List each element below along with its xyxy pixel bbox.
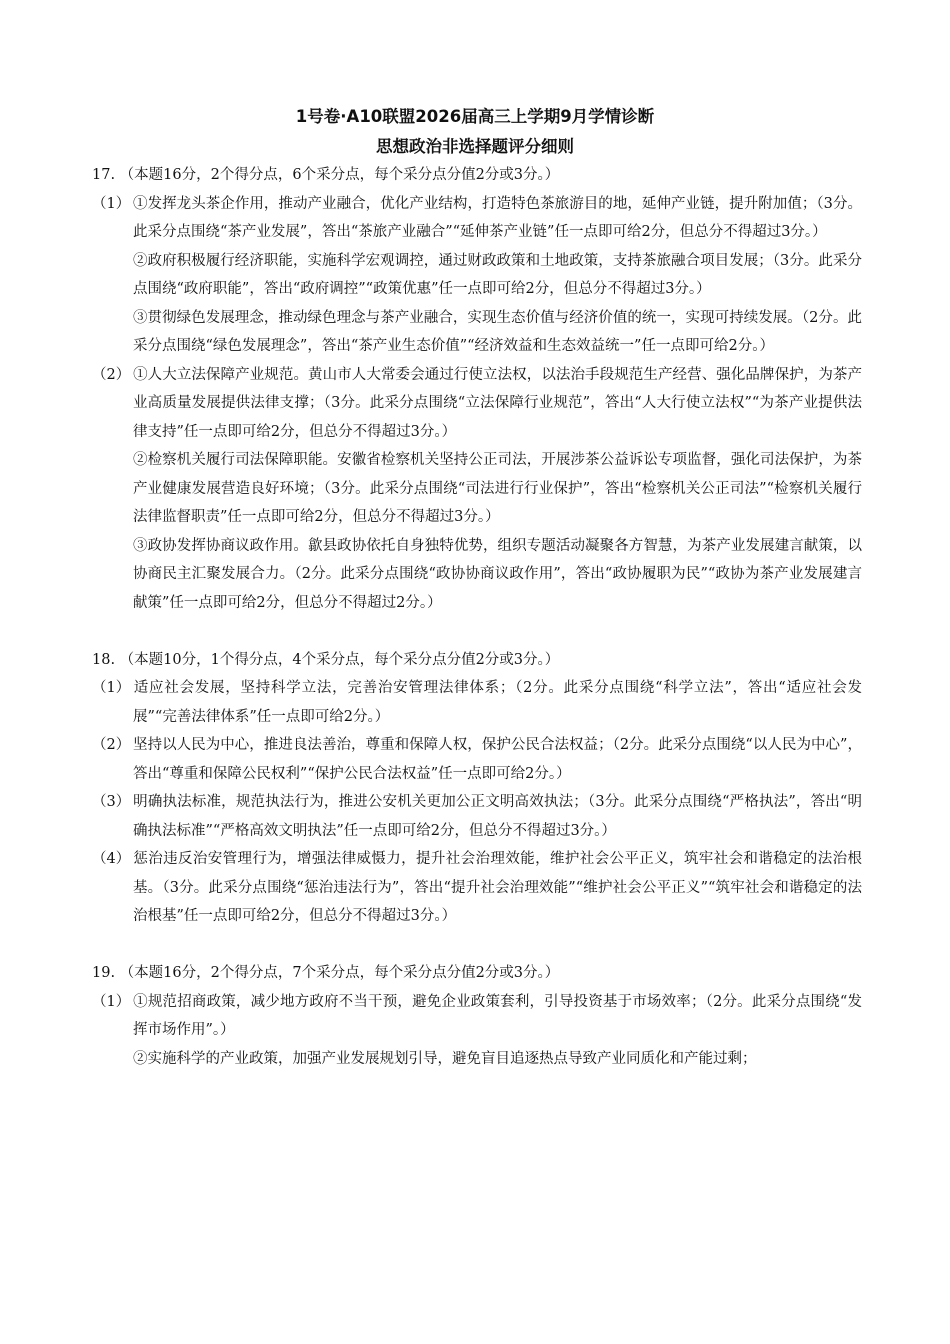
q18-item-1	[92, 674, 862, 731]
q19-sub1-point1	[92, 988, 862, 1045]
q18-item-4-text: 惩治违反治安管理行为，增强法律威慑力，提升社会治理效能，维护社会公平正义，筑牢社会和谐稳定的法治根基。（3分。此采分点围绕“惩治违法行为”，答出“提升社会治理效能”“维护社会公平正义”“筑牢社会和谐稳定的法治根基”任一点即可给2分，但总分不得超过3分。）	[133, 851, 862, 924]
q17-sub1-point1	[92, 190, 862, 247]
q17-sub2-point2: ②检察机关履行司法保障职能。安徽省检察机关坚持公正司法，开展涉茶公益诉讼专项监督，强化司法保护，为茶产业健康发展营造良好环境；（3分。此采分点围绕“司法进行行业保护”，答出“检察机关公正司法”“检察机关履行法律监督职责”任一点即可给2分，但总分不得超过3分。）	[133, 452, 862, 525]
q17-sub1-point1-text: ①发挥龙头茶企作用，推动产业融合，优化产业结构，打造特色茶旅游目的地，延伸产业链，提升附加值；（3分。此采分点围绕“茶产业发展”，答出“茶旅产业融合”“延伸茶产业链”任一点即可给2分，但总分不得超过3分。）	[133, 195, 862, 240]
q18-item-4-number: （4）	[92, 851, 131, 867]
q18-item-2-text: 坚持以人民为中心，推进良法善治，尊重和保障人权，保护公民合法权益；（2分。此采分点围绕“以人民为中心”，答出“尊重和保障公民权利”“保护公民合法权益”任一点即可给2分。）	[133, 737, 862, 782]
q17-sub1-number: （1）	[92, 195, 131, 212]
q18-item-4	[92, 845, 862, 931]
q18-item-3	[92, 788, 862, 845]
q17-sub2-point1	[92, 361, 862, 447]
q18-item-1-text: 适应社会发展，坚持科学立法，完善治安管理法律体系；（2分。此采分点围绕“科学立法”，答出“适应社会发展”“完善法律体系”任一点即可给2分。）	[133, 680, 862, 725]
q19-sub1-point1-text: ①规范招商政策，减少地方政府不当干预，避免企业政策套利，引导投资基于市场效率；（2分。此采分点围绕“发挥市场作用”。）	[133, 993, 862, 1038]
q18-item-3-text: 明确执法标准，规范执法行为，推进公安机关更加公正文明高效执法；（3分。此采分点围绕“严格执法”，答出“明确执法标准”“严格高效文明执法”任一点即可给2分，但总分不得超过3分。）	[133, 794, 862, 839]
q17-sub2-number: （2）	[92, 366, 131, 383]
q19-sub1-point2: ②实施科学的产业政策，加强产业发展规划引导，避免盲目追逐热点导致产业同质化和产能过剩；	[133, 1050, 757, 1067]
q17-sub1-point3: ③贯彻绿色发展理念，推动绿色理念与茶产业融合，实现生态价值与经济价值的统一，实现可持续发展。（2分。此采分点围绕“绿色发展理念”，答出“茶产业生态价值”“经济效益和生态效益统一”任一点即可给2分。）	[133, 309, 862, 354]
document-subtitle: 思想政治非选择题评分细则	[376, 137, 574, 156]
section-gap	[92, 931, 862, 960]
q17-sub1-point2: ②政府积极履行经济职能，实施科学宏观调控，通过财政政策和土地政策，支持茶旅融合项目发展；（3分。此采分点围绕“政府职能”，答出“政府调控”“政策优惠”任一点即可给2分，但总分不得超过3分。）	[133, 252, 862, 297]
q17-header: 17. （本题16分，2个得分点，6个采分点，每个采分点分值2分或3分。）	[92, 167, 560, 183]
q19-sub1-number: （1）	[92, 993, 131, 1010]
q17-sub2-point1-text: ①人大立法保障产业规范。黄山市人大常委会通过行使立法权，以法治手段规范生产经营、强化品牌保护，为茶产业高质量发展提供法律支撑；（3分。此采分点围绕“立法保障行业规范”，答出“人大行使立法权”“为茶产业提供法律支持”任一点即可给2分，但总分不得超过3分。）	[133, 366, 862, 440]
q18-item-1-number: （1）	[92, 680, 131, 696]
answer-key-content	[92, 161, 862, 1073]
q17-sub2-point3: ③政协发挥协商议政作用。歙县政协依托自身独特优势，组织专题活动凝聚各方智慧，为茶产业发展建言献策，以协商民主汇聚发展合力。（2分。此采分点围绕“政协协商议政作用”，答出“政协履职为民”“政协为茶产业发展建言献策”任一点即可给2分，但总分不得超过2分。）	[133, 537, 862, 611]
q19-header: 19. （本题16分，2个得分点，7个采分点，每个采分点分值2分或3分。）	[92, 965, 560, 981]
q18-item-2-number: （2）	[92, 737, 131, 753]
q18-item-3-number: （3）	[92, 794, 131, 810]
document-title: 1号卷·A10联盟2026届高三上学期9月学情诊断	[295, 107, 655, 126]
section-gap	[92, 617, 862, 646]
q18-item-2	[92, 731, 862, 788]
q18-header: 18. （本题10分，1个得分点，4个采分点，每个采分点分值2分或3分。）	[92, 651, 560, 668]
